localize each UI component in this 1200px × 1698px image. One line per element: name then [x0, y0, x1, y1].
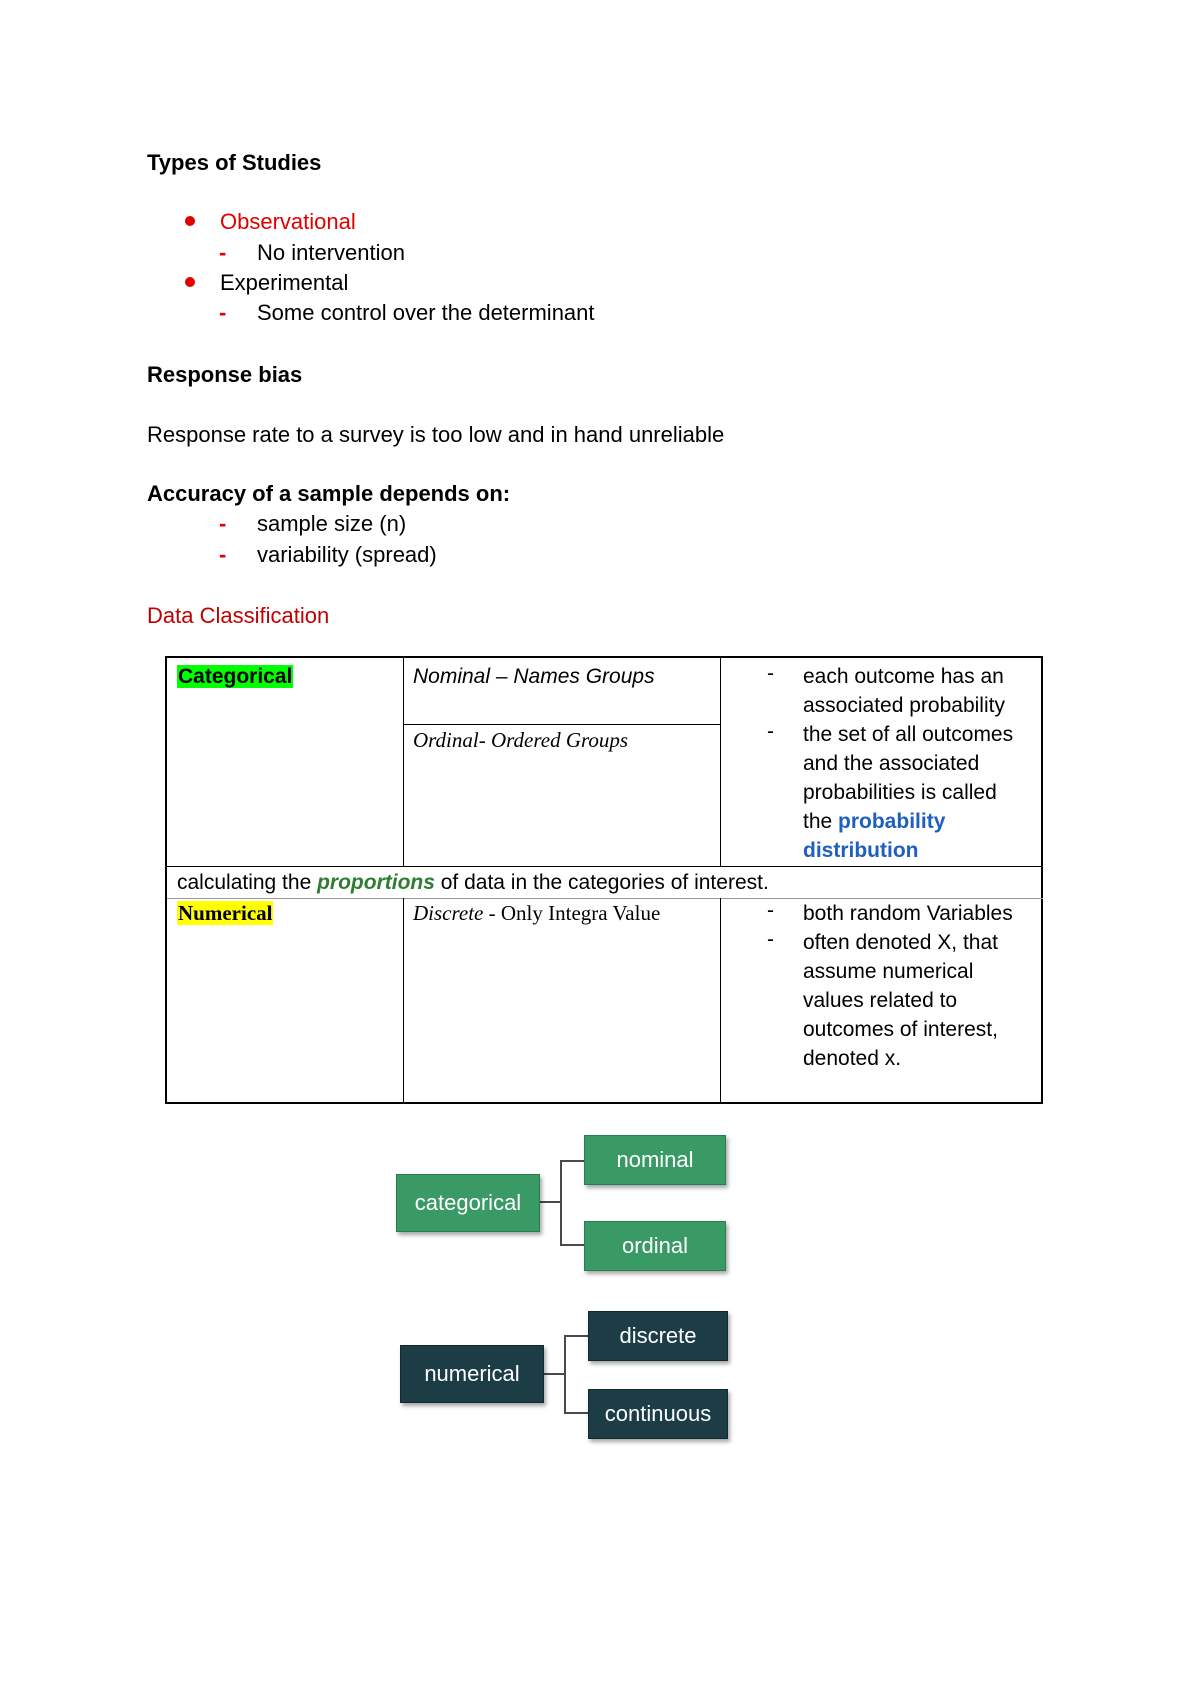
- types-of-studies-heading: Types of Studies: [147, 150, 322, 175]
- cat-note-line: the set of all outcomes: [803, 723, 1014, 746]
- connector-line: [560, 1160, 584, 1162]
- bullet-icon: [185, 216, 195, 226]
- classification-table: [165, 656, 1043, 1104]
- accuracy-item-sample-size: sample size (n): [257, 511, 407, 536]
- table-divider: [720, 658, 721, 866]
- dash-icon: -: [219, 542, 227, 567]
- continuous-node: continuous: [588, 1389, 728, 1439]
- proportions-row: calculating the proportions of data in the categories of interest.: [177, 871, 769, 894]
- connector-line: [560, 1244, 584, 1246]
- cat-note-line: each outcome has an: [803, 665, 1004, 688]
- connector-line: [560, 1160, 562, 1245]
- table-divider: [167, 866, 1043, 867]
- data-classification-heading: Data Classification: [147, 603, 330, 628]
- accuracy-heading: Accuracy of a sample depends on:: [147, 481, 511, 506]
- connector-line: [564, 1335, 588, 1337]
- observational-item: Observational: [220, 209, 356, 234]
- experimental-sub: Some control over the determinant: [257, 300, 595, 325]
- response-bias-heading: Response bias: [147, 362, 303, 387]
- dash-icon: -: [219, 240, 227, 265]
- dash-icon: -: [767, 720, 774, 743]
- ordinal-cell: Ordinal- Ordered Groups: [413, 728, 629, 752]
- nominal-cell: Nominal – Names Groups: [413, 665, 655, 688]
- dash-icon: -: [219, 300, 227, 325]
- nominal-node: nominal: [584, 1135, 726, 1185]
- num-note-line: values related to: [803, 989, 958, 1012]
- num-note-line: assume numerical: [803, 960, 974, 983]
- ordinal-node: ordinal: [584, 1221, 726, 1271]
- cat-note-line: associated probability: [803, 694, 1005, 717]
- accuracy-item-variability: variability (spread): [257, 542, 437, 567]
- dash-icon: -: [767, 899, 774, 922]
- probability-term: probability: [838, 810, 946, 833]
- cat-note-line: and the associated: [803, 752, 980, 775]
- table-divider: [720, 898, 721, 1104]
- connector-line: [564, 1335, 566, 1413]
- categorical-label: Categorical: [178, 665, 293, 688]
- distribution-term: distribution: [803, 839, 919, 862]
- dash-icon: -: [767, 928, 774, 951]
- dash-icon: -: [767, 662, 774, 685]
- cat-note-line: the probability: [803, 810, 946, 833]
- discrete-node: discrete: [588, 1311, 728, 1361]
- table-divider: [403, 898, 404, 1104]
- num-note-line: denoted x.: [803, 1047, 902, 1070]
- observational-sub: No intervention: [257, 240, 405, 265]
- proportions-term: proportions: [317, 871, 435, 894]
- cat-note-line: probabilities is called: [803, 781, 997, 804]
- connector-line: [542, 1373, 566, 1375]
- num-note-line: outcomes of interest,: [803, 1018, 998, 1041]
- numerical-label: Numerical: [178, 901, 273, 925]
- dash-icon: -: [219, 511, 227, 536]
- connector-line: [538, 1201, 562, 1203]
- numerical-node: numerical: [400, 1345, 544, 1403]
- discrete-cell: Discrete - Only Integra Value: [413, 901, 661, 925]
- connector-line: [564, 1412, 588, 1414]
- response-bias-text: Response rate to a survey is too low and in hand unreliable: [147, 422, 725, 447]
- num-note-line: often denoted X, that: [803, 931, 998, 954]
- experimental-item: Experimental: [220, 270, 349, 295]
- table-divider: [403, 658, 404, 866]
- table-divider: [403, 724, 721, 725]
- bullet-icon: [185, 277, 195, 287]
- categorical-node: categorical: [396, 1174, 540, 1232]
- num-note-line: both random Variables: [803, 902, 1013, 925]
